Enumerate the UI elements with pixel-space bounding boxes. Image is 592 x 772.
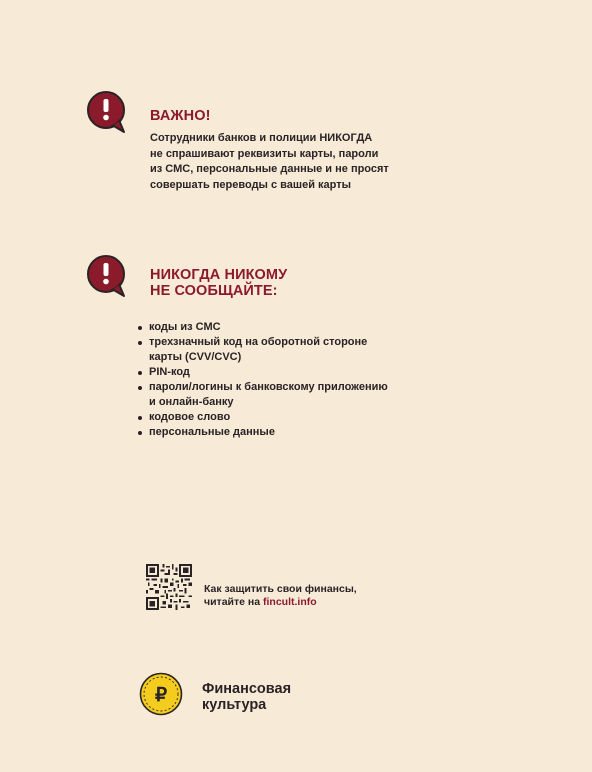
qr-code-icon[interactable]: [146, 564, 192, 610]
brand-line: Финансовая: [202, 681, 292, 697]
list-item: кодовое слово: [136, 410, 388, 425]
qr-caption: [204, 583, 357, 609]
exclamation-bubble-icon: [84, 90, 130, 136]
never-share-title-line: НИКОГДА НИКОМУ: [150, 267, 288, 283]
brand-name: [202, 681, 291, 713]
important-line: из СМС, персональные данные и не просят: [150, 163, 389, 175]
fincult-link[interactable]: fincult.info: [263, 596, 317, 608]
ruble-symbol: ₽: [154, 685, 168, 706]
ruble-coin-icon: [139, 672, 183, 716]
important-line: совершать переводы с вашей карты: [150, 178, 351, 191]
list-item: персональные данные: [136, 425, 388, 440]
never-share-list: [136, 320, 388, 440]
important-title: ВАЖНО!: [150, 108, 211, 124]
list-item: пароли/логины к банковскому приложению и онлайн-банку: [136, 380, 388, 410]
list-item: коды из СМС: [136, 320, 388, 335]
exclamation-bubble-icon: [84, 254, 130, 300]
important-line: Сотрудники банков и полиции НИКОГДА: [150, 132, 373, 144]
qr-caption-line: [204, 596, 357, 609]
brand-line: культура: [202, 697, 267, 713]
list-item: трехзначный код на оборотной стороне карты (CVV/CVC): [136, 335, 388, 365]
never-share-title-line: НЕ СООБЩАЙТЕ:: [150, 283, 278, 299]
never-share-title: [150, 267, 287, 299]
important-text: [150, 131, 389, 193]
qr-caption-line: Как защитить свои финансы,: [204, 583, 357, 595]
list-item: PIN-код: [136, 365, 388, 380]
qr-caption-prefix: читайте на: [204, 596, 263, 608]
important-line: не спрашивают реквизиты карты, пароли: [150, 147, 379, 160]
